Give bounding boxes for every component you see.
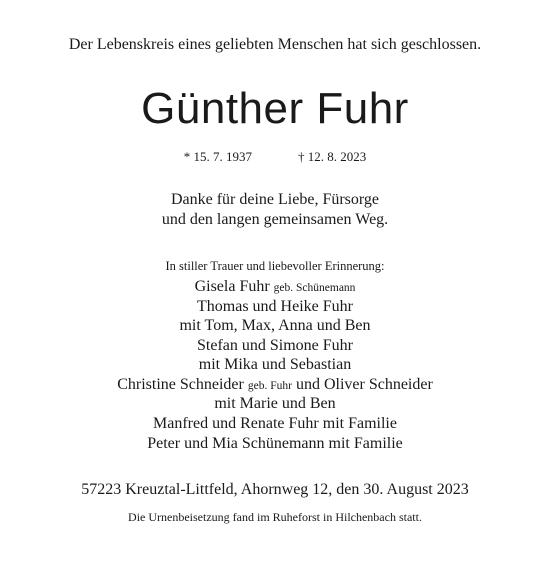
family-christine: Christine Schneider geb. Fuhr und Oliver Schneider — [117, 376, 433, 393]
family-thomas: Thomas und Heike Fuhr — [197, 298, 353, 315]
family-stefan-kids: mit Mika und Sebastian — [198, 356, 352, 373]
thanks-text — [0, 190, 550, 230]
life-dates — [0, 149, 550, 165]
family-manfred: Manfred und Renate Fuhr mit Familie — [153, 415, 397, 432]
family-christine-kids: mit Marie und Ben — [214, 395, 336, 412]
family-gisela: Gisela Fuhr geb. Schünemann — [194, 278, 356, 295]
urn-burial-note: Die Urnenbeisetzung fand im Ruheforst in Hilchenbach statt. — [128, 510, 422, 524]
mourning-heading: In stiller Trauer und liebevoller Erinnerung: — [165, 259, 385, 273]
maiden-name: geb. Fuhr — [247, 380, 292, 392]
family-peter: Peter und Mia Schünemann mit Familie — [147, 435, 403, 452]
thanks-line-2: und den langen gemeinsamen Weg. — [161, 211, 389, 228]
birth-date: * 15. 7. 1937 — [183, 149, 252, 164]
thanks-line-1: Danke für deine Liebe, Fürsorge — [170, 191, 380, 208]
family-stefan: Stefan und Simone Fuhr — [197, 337, 353, 354]
intro-line: Der Lebenskreis eines geliebten Menschen hat sich geschlossen. — [68, 36, 482, 53]
family-list — [0, 277, 550, 453]
maiden-name: geb. Schünemann — [273, 282, 356, 294]
death-date: † 12. 8. 2023 — [298, 149, 367, 164]
place-and-date: 57223 Kreuztal-Littfeld, Ahornweg 12, den 30. August 2023 — [81, 481, 469, 498]
family-thomas-kids: mit Tom, Max, Anna und Ben — [179, 317, 371, 334]
deceased-name: Günther Fuhr — [141, 84, 409, 133]
